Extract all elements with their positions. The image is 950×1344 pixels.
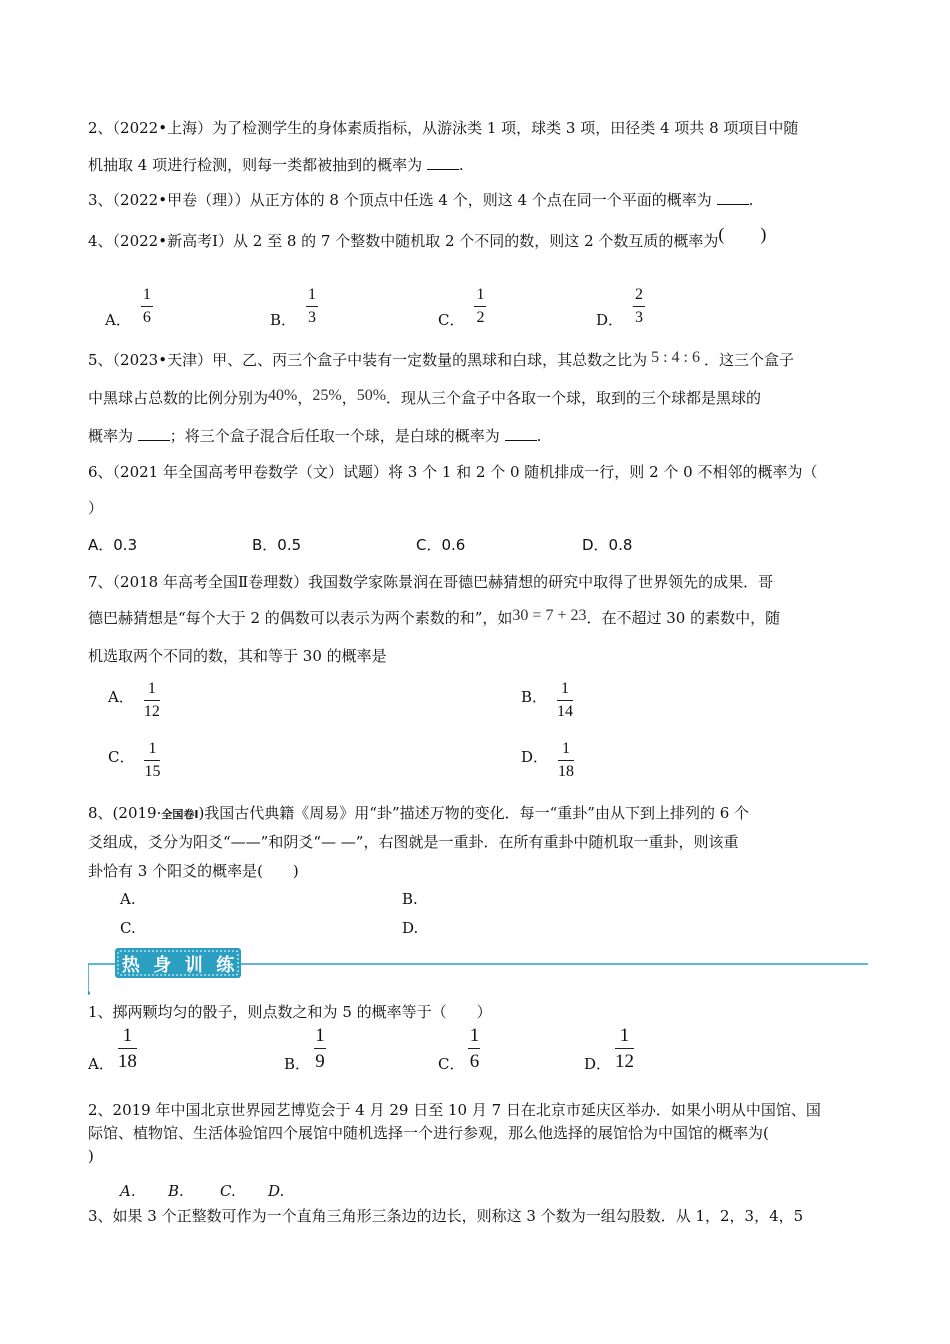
- q5-line-2: 中黑球占总数的比例分别为40%，25%，50%．现从三个盒子中各取一个球，取到的三个球都是黑球的: [88, 387, 762, 407]
- q6-option-c[interactable]: C．0.6: [416, 536, 466, 554]
- fraction: [615, 1025, 634, 1072]
- q2-line-1: 2、（2022•上海）为了检测学生的身体素质指标，从游泳类 1 项，球类 3 项，田径类 4 项共 8 项项目中随: [88, 119, 799, 137]
- q7-line-2-end: ．在不超过 30 的素数中，随: [586, 609, 781, 627]
- numerator: 1: [561, 680, 570, 697]
- banner-char: 热: [121, 955, 140, 976]
- denominator: 14: [557, 703, 574, 720]
- q7-line-2-text: 德巴赫猜想是“每个大于 2 的偶数可以表示为两个素数的和”，如: [88, 609, 513, 627]
- answer-blank: [427, 155, 459, 170]
- option-label: A．: [108, 687, 134, 706]
- q8-line-2: 爻组成，爻分为阳爻“——”和阴爻“— —”，右图就是一重卦．在所有重卦中随机取一重卦，则该重: [88, 833, 739, 851]
- q4-option-a[interactable]: [105, 286, 153, 327]
- denominator: 18: [558, 763, 575, 780]
- q3-line: [88, 190, 753, 210]
- q7-line-1: 7、（2018 年高考全国Ⅱ卷理数）我国数学家陈景润在哥德巴赫猜想的研究中取得了世界领先的成果．哥: [88, 573, 774, 591]
- q5-percent-3: 50%: [356, 387, 387, 404]
- q8-option-c[interactable]: C.: [120, 919, 136, 937]
- fraction: [118, 1025, 137, 1072]
- q5-line-2-text: 中黑球占总数的比例分别为: [88, 389, 269, 407]
- denominator: 9: [315, 1051, 325, 1072]
- numerator: 1: [147, 680, 156, 697]
- q4-option-c[interactable]: [438, 286, 486, 327]
- w2-option-d[interactable]: D.: [268, 1182, 285, 1200]
- q4-option-b[interactable]: [270, 286, 318, 327]
- fraction: [141, 286, 153, 327]
- fraction: [306, 286, 318, 327]
- q5-line-3: [88, 426, 541, 446]
- w1-option-a[interactable]: [88, 1025, 137, 1072]
- banner-title: [115, 949, 241, 979]
- q7-line-2: [88, 608, 780, 629]
- q5-line-3-text: 概率为: [88, 427, 138, 445]
- option-label: C．: [438, 310, 465, 329]
- q7-option-a[interactable]: [108, 680, 160, 721]
- w3-line: 3、如果 3 个正整数可作为一个直角三角形三条边的边长，则称这 3 个数为一组勾股数．从 1，2，3，4，5: [88, 1207, 804, 1225]
- q6-option-d[interactable]: D．0.8: [582, 536, 633, 554]
- option-label: D．: [584, 1054, 612, 1073]
- w2-option-b[interactable]: B.: [168, 1182, 184, 1200]
- q5-line-3-mid: ；将三个盒子混合后任取一个球，是白球的概率为: [169, 427, 505, 445]
- option-label: A．: [105, 310, 131, 329]
- q7-option-d[interactable]: [521, 740, 574, 781]
- q8-line-1-text: )我国古代典籍《周易》用“卦”描述万物的变化．每一“重卦”由从下到上排列的 6 个: [198, 804, 750, 822]
- answer-blank: [505, 426, 537, 441]
- q4-line: [88, 224, 767, 251]
- option-label: A．: [88, 1054, 114, 1073]
- fraction: [144, 740, 160, 781]
- denominator: 6: [469, 1051, 480, 1072]
- option-label: C．: [438, 1054, 465, 1073]
- denominator: 18: [117, 1051, 137, 1072]
- option-label: B．: [284, 1054, 311, 1073]
- w2-line-1: 2、2019 年中国北京世界园艺博览会于 4 月 29 日至 10 月 7 日在北京市延庆区举办．如果小明从中国馆、国: [88, 1101, 821, 1119]
- fraction: [144, 680, 160, 721]
- numerator: 1: [142, 286, 151, 303]
- q4-text: 4、（2022•新高考Ⅰ）从 2 至 8 的 7 个整数中随机取 2 个不同的数，则这 2 个数互质的概率为: [88, 232, 719, 250]
- q5-line-1: [88, 350, 794, 371]
- fraction: [314, 1025, 326, 1072]
- q2-line-2-text: 机抽取 4 项进行检测，则每一类都被抽到的概率为: [88, 156, 427, 174]
- banner-char: 身: [153, 955, 172, 976]
- option-label: B．: [270, 310, 297, 329]
- answer-blank: [138, 426, 170, 441]
- q4-option-d[interactable]: [596, 286, 645, 327]
- banner-char: 练: [216, 955, 235, 976]
- option-label: D．: [521, 747, 549, 766]
- numerator: 1: [476, 286, 485, 303]
- q7-equation: 30 = 7 + 23: [512, 607, 587, 624]
- w1-option-b[interactable]: [284, 1025, 326, 1072]
- numerator: 1: [122, 1025, 133, 1046]
- q8-option-d[interactable]: D.: [402, 919, 419, 937]
- q2-line-2: [88, 155, 464, 175]
- numerator: 2: [635, 286, 644, 303]
- q7-option-c[interactable]: [108, 740, 160, 781]
- q5-line-2-end: ．现从三个盒子中各取一个球，取到的三个球都是黑球的: [386, 389, 762, 407]
- q6-line-1: 6、（2021 年全国高考甲卷数学（文）试题）将 3 个 1 和 2 个 0 随机排成一行，则 2 个 0 不相邻的概率为（: [88, 463, 818, 481]
- q5-percent-2: 25%: [312, 387, 342, 404]
- denominator: 12: [143, 703, 160, 720]
- q8-source: 全国卷Ⅰ: [161, 808, 199, 821]
- fraction: [558, 740, 574, 781]
- denominator: 6: [142, 309, 151, 326]
- q5-percent-1: 40%: [268, 387, 298, 404]
- w1-line: 1、掷两颗均匀的骰子，则点数之和为 5 的概率等于（ ）: [88, 1003, 492, 1021]
- w2-option-c[interactable]: C.: [220, 1182, 236, 1200]
- option-label: D．: [596, 310, 624, 329]
- denominator: 12: [615, 1051, 635, 1072]
- q8-option-a[interactable]: A.: [120, 890, 136, 908]
- q6-option-a[interactable]: A．0.3: [88, 536, 138, 554]
- q5-period: .: [536, 427, 542, 445]
- q8-line-3: 卦恰有 3 个阳爻的概率是( ): [88, 862, 299, 880]
- q8-option-b[interactable]: B.: [402, 890, 418, 908]
- q2-period: .: [458, 156, 464, 174]
- fraction: [633, 286, 645, 327]
- q8-line-1: [88, 803, 749, 825]
- answer-blank: [717, 190, 749, 205]
- w2-line-3: ): [88, 1147, 94, 1165]
- denominator: 2: [476, 309, 485, 326]
- banner-char: 训: [184, 955, 203, 976]
- fraction: [557, 680, 573, 721]
- fraction: [474, 286, 486, 327]
- q5-line-1-end: ．这三个盒子: [703, 351, 794, 369]
- numerator: 1: [619, 1025, 630, 1046]
- q5-ratio: 5 : 4 : 6: [651, 349, 700, 366]
- q6-option-b[interactable]: B．0.5: [252, 536, 302, 554]
- denominator: 3: [308, 309, 317, 326]
- option-label: B．: [521, 687, 548, 706]
- numerator: 1: [148, 740, 157, 757]
- q3-period: .: [748, 191, 754, 209]
- option-label: C．: [108, 747, 135, 766]
- w2-option-a[interactable]: A.: [120, 1182, 136, 1200]
- denominator: 3: [635, 309, 644, 326]
- numerator: 1: [562, 740, 571, 757]
- q4-answer-paren: ( ): [718, 224, 767, 244]
- numerator: 1: [469, 1025, 480, 1046]
- q3-text: 3、（2022•甲卷（理））从正方体的 8 个顶点中任选 4 个，则这 4 个点在同一个平面的概率为: [88, 191, 717, 209]
- q8-prefix: 8、(2019·: [88, 804, 162, 822]
- section-banner: [88, 946, 868, 996]
- denominator: 15: [144, 763, 161, 780]
- w1-option-d[interactable]: [584, 1025, 634, 1072]
- numerator: 1: [308, 286, 317, 303]
- fraction: [468, 1025, 480, 1072]
- w1-option-c[interactable]: [438, 1025, 480, 1072]
- q6-line-2: ）: [88, 499, 104, 517]
- w2-line-2: 际馆、植物馆、生活体验馆四个展馆中随机选择一个进行参观，那么他选择的展馆恰为中国馆的概率为(: [88, 1124, 769, 1142]
- q7-option-b[interactable]: [521, 680, 573, 721]
- q5-line-1-text: 5、（2023•天津）甲、乙、丙三个盒子中装有一定数量的黑球和白球，其总数之比为: [88, 351, 648, 369]
- numerator: 1: [315, 1025, 325, 1046]
- q7-line-3: 机选取两个不同的数，其和等于 30 的概率是: [88, 647, 387, 665]
